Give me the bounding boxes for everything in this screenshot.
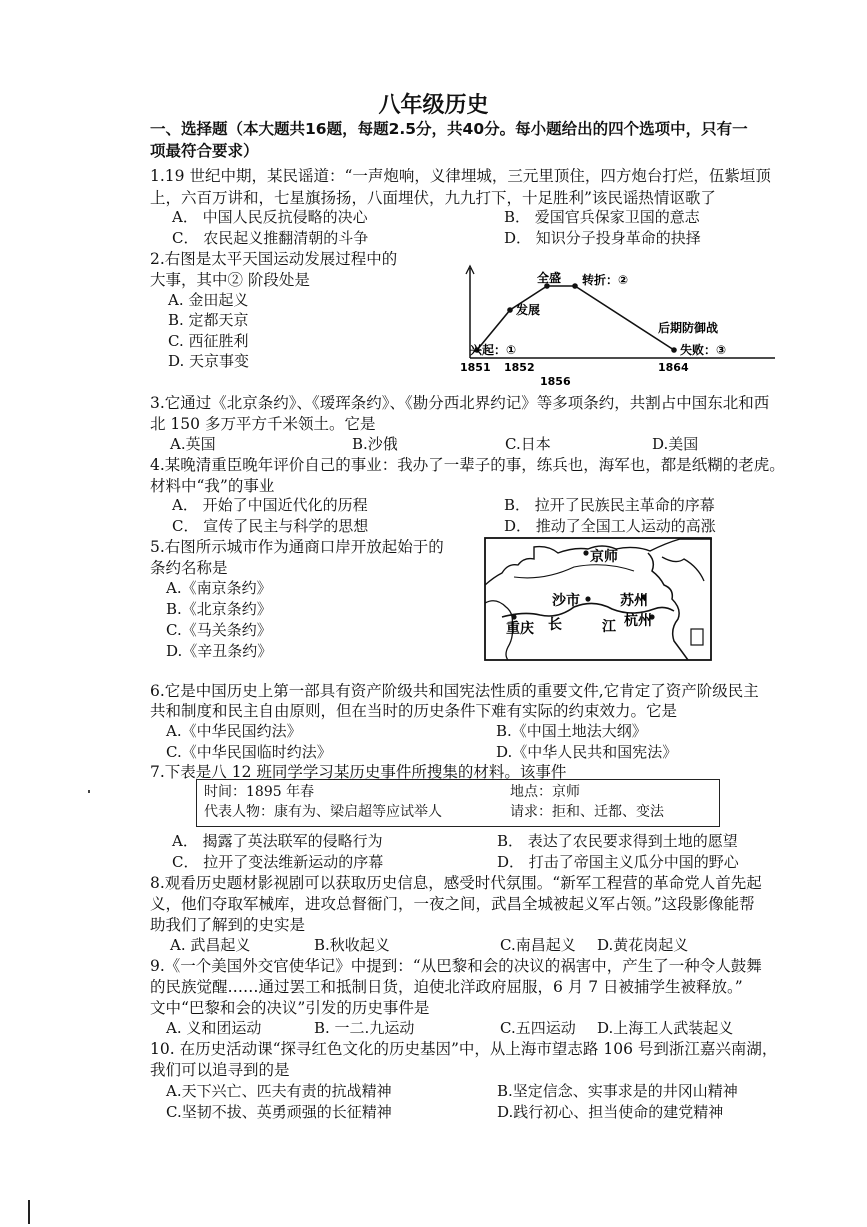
q7-table-time: 时间：1895 年春 bbox=[204, 784, 315, 800]
q2-option-b: B. 定都天京 bbox=[168, 311, 249, 329]
q8-option-b: B.秋收起义 bbox=[314, 936, 390, 954]
map-label-chongqing: 重庆 bbox=[506, 621, 534, 637]
q3-option-d: D.美国 bbox=[652, 435, 699, 453]
q2-option-d: D. 天京事变 bbox=[168, 352, 250, 370]
q3-stem-2: 北 150 多万平方千米领土。它是 bbox=[150, 415, 376, 433]
q4-option-a: A． 开始了中国近代化的历程 bbox=[172, 496, 368, 514]
q10-option-c: C.坚韧不拔、英勇顽强的长征精神 bbox=[166, 1103, 392, 1121]
point-turn bbox=[572, 283, 578, 289]
q1-option-b: B． 爱国官兵保家卫国的意志 bbox=[504, 208, 700, 226]
q2-option-c: C. 西征胜利 bbox=[168, 332, 249, 350]
year-1851: 1851 bbox=[460, 361, 491, 374]
point-develop bbox=[507, 307, 513, 313]
q8-stem-1: 8.观看历史题材影视剧可以获取历史信息，感受时代氛围。“新军工程营的革命党人首先起 bbox=[150, 874, 762, 892]
q9-option-c: C.五四运动 bbox=[500, 1019, 576, 1037]
q7-option-c: C． 拉开了变法维新运动的序幕 bbox=[172, 853, 384, 871]
marker-jingshi bbox=[583, 550, 588, 555]
q7-option-a: A． 揭露了英法联军的侵略行为 bbox=[172, 832, 383, 850]
label-develop: 发展 bbox=[516, 303, 541, 317]
section-header-line1: 一、选择题（本大题共16题，每题2.5分，共40分。每小题给出的四个选项中，只有一 bbox=[150, 120, 748, 138]
map-label-jingshi: 京师 bbox=[590, 549, 618, 565]
q10-option-b: B.坚定信念、实事求是的井冈山精神 bbox=[497, 1082, 738, 1100]
q7-table-place: 地点：京师 bbox=[510, 784, 580, 800]
scan-mark bbox=[28, 1200, 30, 1224]
q4-stem-1: 4.某晚清重臣晚年评价自己的事业：我办了一辈子的事，练兵也，海军也，都是纸糊的老虎。 bbox=[150, 456, 785, 474]
q2-stem-1: 2.右图是太平天国运动发展过程中的 bbox=[150, 250, 398, 268]
q6-option-a: A.《中华民国约法》 bbox=[166, 722, 302, 740]
q9-option-a: A. 义和团运动 bbox=[166, 1019, 262, 1037]
q10-option-a: A.天下兴亡、匹夫有责的抗战精神 bbox=[166, 1082, 392, 1100]
treaty-ports-map bbox=[484, 537, 712, 661]
q10-stem-2: 我们可以追寻到的是 bbox=[150, 1061, 290, 1079]
q9-stem-2: 的民族觉醒……通过罢工和抵制日货，迫使北洋政府屈服，6 月 7 日被捕学生被释放。” bbox=[150, 978, 743, 996]
q2-option-a: A. 金田起义 bbox=[168, 291, 249, 309]
section-header-line2: 项最符合要求） bbox=[150, 142, 259, 160]
taiping-movement-figure bbox=[440, 258, 780, 388]
q4-stem-2: 材料中“我”的事业 bbox=[150, 477, 275, 495]
q7-option-b: B． 表达了农民要求得到土地的愿望 bbox=[497, 832, 738, 850]
q5-option-d: D.《辛丑条约》 bbox=[166, 642, 273, 660]
label-peak: 全盛 bbox=[537, 271, 562, 285]
q3-stem-1: 3.它通过《北京条约》、《瑷珲条约》、《勘分西北界约记》等多项条约，共割占中国东北和西 bbox=[150, 394, 770, 412]
q5-stem-2: 条约名称是 bbox=[150, 559, 228, 577]
q8-stem-3: 助我们了解到的史实是 bbox=[150, 916, 306, 934]
label-start: 兴起：① bbox=[470, 343, 517, 357]
q7-table-request: 请求：拒和、迁都、变法 bbox=[510, 804, 664, 820]
q5-stem-1: 5.右图所示城市作为通商口岸开放起始于的 bbox=[150, 538, 444, 556]
q4-option-c: C． 宣传了民主与科学的思想 bbox=[172, 517, 369, 535]
q3-option-a: A.英国 bbox=[170, 435, 216, 453]
label-late: 后期防御战 bbox=[658, 321, 719, 335]
marker-chongqing bbox=[511, 614, 516, 619]
q9-stem-3: 文中“巴黎和会的决议”引发的历史事件是 bbox=[150, 999, 430, 1017]
q5-option-c: C.《马关条约》 bbox=[166, 621, 272, 639]
label-turn: 转折：② bbox=[582, 273, 629, 287]
label-fail: 失败：③ bbox=[680, 343, 727, 357]
q7-option-d: D． 打击了帝国主义瓜分中国的野心 bbox=[497, 853, 739, 871]
map-label-jiang: 江 bbox=[602, 619, 616, 635]
q10-stem-1: 10. 在历史活动课“探寻红色文化的历史基因”中，从上海市望志路 106 号到浙江嘉兴南湖， bbox=[150, 1040, 778, 1058]
trend-line bbox=[477, 286, 674, 350]
q2-stem-2: 大事，其中② 阶段处是 bbox=[150, 271, 310, 289]
q5-option-a: A.《南京条约》 bbox=[166, 579, 272, 597]
q1-stem-2: 上，六百万讲和，七星旗扬扬，八面埋伏，九九打下，十足胜利”该民谣热情讴歌了 bbox=[150, 189, 716, 207]
q1-option-a: A． 中国人民反抗侵略的决心 bbox=[172, 208, 368, 226]
q6-option-b: B.《中国土地法大纲》 bbox=[496, 722, 647, 740]
q10-option-d: D.践行初心、担当使命的建党精神 bbox=[497, 1103, 724, 1121]
q6-option-c: C.《中华民国临时约法》 bbox=[166, 743, 332, 761]
q6-stem-1: 6.它是中国历史上第一部具有资产阶级共和国宪法性质的重要文件,它肯定了资产阶级民主 bbox=[150, 682, 759, 700]
page-title: 八年级历史 bbox=[378, 93, 489, 118]
q9-option-b: B. 一二.九运动 bbox=[314, 1019, 415, 1037]
q4-option-d: D． 推动了全国工人运动的高涨 bbox=[504, 517, 716, 535]
point-fail bbox=[671, 347, 677, 353]
q8-option-a: A. 武昌起义 bbox=[170, 936, 251, 954]
q3-option-b: B.沙俄 bbox=[352, 435, 398, 453]
year-1856: 1856 bbox=[540, 375, 571, 388]
q7-table-people: 代表人物：康有为、梁启超等应试举人 bbox=[204, 804, 442, 820]
q9-option-d: D.上海工人武装起义 bbox=[597, 1019, 734, 1037]
map-label-suzhou: 苏州 bbox=[620, 593, 648, 609]
q7-stem-1: 7.下表是八 12 班同学学习某历史事件所搜集的材料。该事件 bbox=[150, 763, 567, 781]
q1-option-c: C． 农民起义推翻清朝的斗争 bbox=[172, 229, 369, 247]
map-label-shashi: 沙市 bbox=[552, 593, 580, 609]
scan-mark-dot bbox=[88, 790, 90, 793]
q4-option-b: B． 拉开了民族民主革命的序幕 bbox=[504, 496, 715, 514]
q6-option-d: D.《中华人民共和国宪法》 bbox=[496, 743, 678, 761]
map-label-chang: 长 bbox=[548, 617, 562, 633]
q8-option-d: D.黄花岗起义 bbox=[597, 936, 689, 954]
map-label-hangzhou: 杭州 bbox=[624, 613, 652, 629]
q3-option-c: C.日本 bbox=[505, 435, 551, 453]
q6-stem-2: 共和制度和民主自由原则，但在当时的历史条件下难有实际的约束效力。它是 bbox=[150, 702, 678, 720]
q1-stem-1: 1.19 世纪中期，某民谣道：“一声炮响，义律埋城，三元里顶住，四方炮台打烂，伍紫垣顶 bbox=[150, 167, 771, 185]
year-1864: 1864 bbox=[658, 361, 689, 374]
taiwan-island-icon bbox=[691, 629, 703, 645]
q9-stem-1: 9.《一个美国外交官使华记》中提到：“从巴黎和会的决议的祸害中，产生了一种令人鼓舞 bbox=[150, 957, 762, 975]
year-1852: 1852 bbox=[504, 361, 535, 374]
q1-option-d: D． 知识分子投身革命的抉择 bbox=[504, 229, 701, 247]
q5-option-b: B.《北京条约》 bbox=[166, 600, 272, 618]
marker-shashi bbox=[585, 596, 590, 601]
q8-option-c: C.南昌起义 bbox=[500, 936, 576, 954]
q8-stem-2: 义，他们夺取军械库，进攻总督衙门，一夜之间，武昌全城被起义军占领。”这段影像能帮 bbox=[150, 895, 755, 913]
